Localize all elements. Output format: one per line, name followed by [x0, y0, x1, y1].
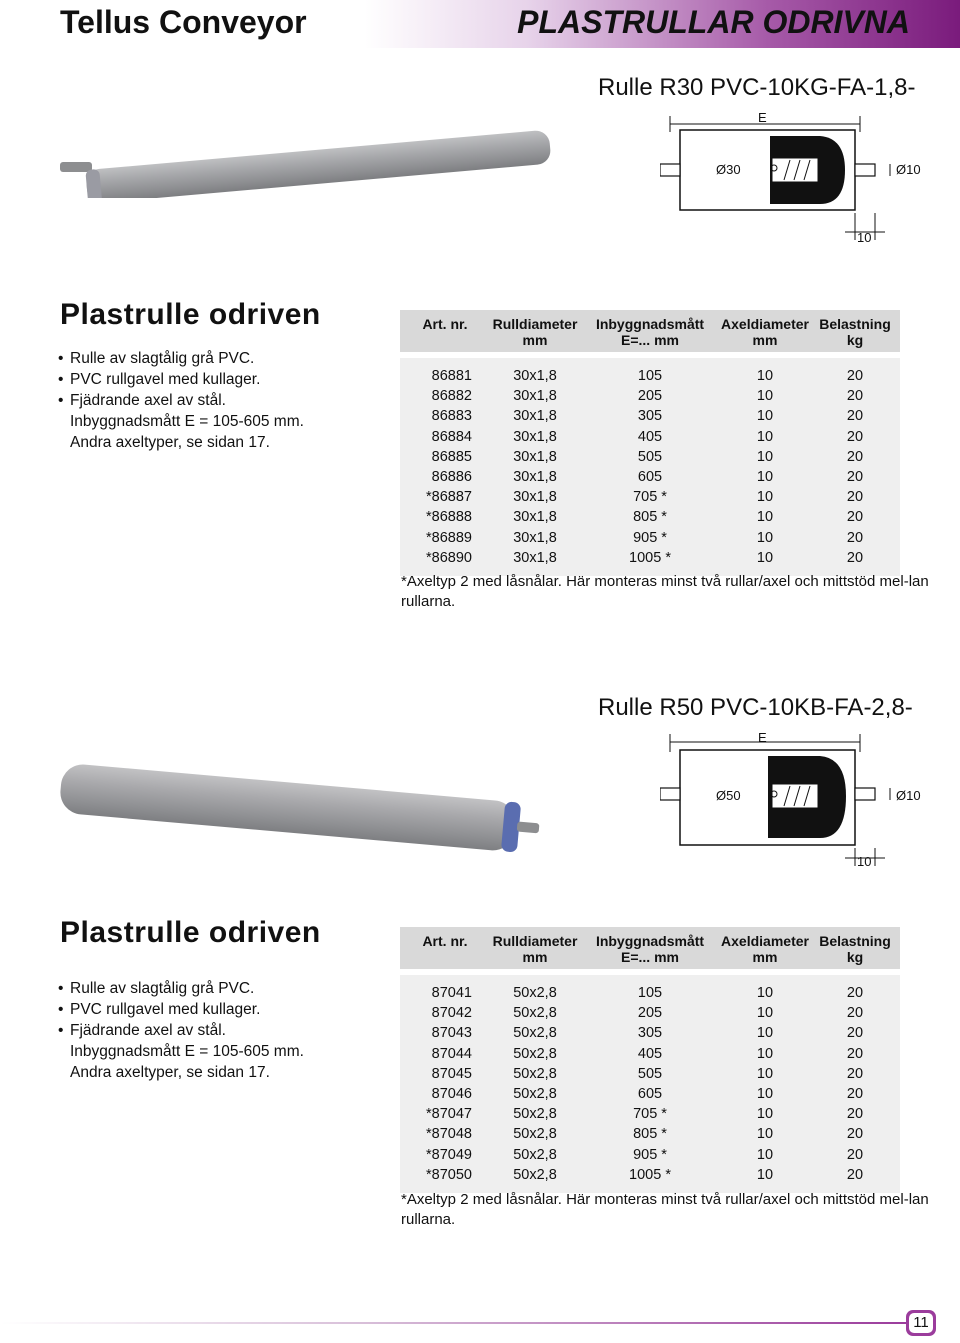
table-cell: 86886: [431, 469, 472, 486]
table-cell: 20: [846, 1005, 864, 1022]
dim-axle-length: 10: [857, 854, 872, 868]
table-row: [400, 528, 900, 548]
product-title-r30: Rulle R30 PVC-10KG-FA-1,8-: [598, 74, 916, 101]
footer-rule: [0, 1322, 906, 1324]
table-cell: 20: [846, 1166, 864, 1183]
dim-roll-diameter: Ø30: [716, 162, 741, 177]
table-cell: 10: [756, 428, 774, 445]
feature-item: Inbyggnadsmått E = 105-605 mm.: [70, 413, 304, 430]
table-cell: 10: [756, 388, 774, 405]
table-cell: 10: [756, 1065, 774, 1082]
table-cell: 10: [756, 1146, 774, 1163]
section-heading: Plastrulle odriven: [60, 916, 321, 949]
table-cell: 20: [846, 985, 864, 1002]
table-cell: 50x2,8: [513, 1025, 557, 1042]
table-cell: 86885: [431, 448, 472, 465]
table-cell: 20: [846, 428, 864, 445]
axle-left: [60, 162, 92, 172]
table-cell: 50x2,8: [513, 1045, 557, 1062]
table-cell: 105: [637, 368, 663, 385]
table-cell: 10: [756, 1106, 774, 1123]
dim-e-label: E: [758, 730, 767, 745]
table-cell: 20: [846, 509, 864, 526]
table-cell: 30x1,8: [513, 428, 557, 445]
table-cell: 20: [846, 1146, 864, 1163]
table-cell: 20: [846, 1086, 864, 1103]
brand-name: Tellus Conveyor: [60, 4, 307, 40]
page-number: 11: [909, 1313, 933, 1333]
col-header-axle: Axeldiameter mm: [720, 310, 810, 352]
table-row: [400, 1165, 900, 1193]
table-cell: 505: [637, 1065, 663, 1082]
table-cell: *86889: [426, 529, 472, 546]
table-row: [400, 358, 900, 386]
table-cell: 50x2,8: [513, 1126, 557, 1143]
table-cell: *86890: [426, 549, 472, 566]
table-cell: 30x1,8: [513, 529, 557, 546]
dim-axle-length: 10: [857, 230, 872, 243]
feature-item: Andra axeltyper, se sidan 17.: [70, 434, 270, 451]
col-header-diameter: Rulldiameter mm: [490, 310, 580, 352]
table-cell: 30x1,8: [513, 448, 557, 465]
table-cell: 87041: [431, 985, 472, 1002]
table-cell: 30x1,8: [513, 509, 557, 526]
table-row: [400, 1104, 900, 1124]
footnote: *Axeltyp 2 med låsnålar. Här monteras minst två rullar/axel och mittstöd mel-lan rullarna.: [401, 1191, 929, 1228]
col-header-art: Art. nr.: [400, 310, 490, 352]
table-cell: 205: [637, 1005, 663, 1022]
table-cell: 30x1,8: [513, 388, 557, 405]
col-header-diameter: Rulldiameter mm: [490, 927, 580, 969]
table-row: [400, 1084, 900, 1104]
table-cell: 205: [637, 388, 663, 405]
table-cell: 50x2,8: [513, 1005, 557, 1022]
table-cell: 10: [756, 408, 774, 425]
table-cell: 905 *: [633, 529, 667, 546]
table-cell: 86882: [431, 388, 472, 405]
table-row: [400, 386, 900, 406]
table-cell: 20: [846, 368, 864, 385]
table-cell: 87044: [431, 1045, 472, 1062]
technical-drawing-r50: [660, 730, 930, 868]
table-cell: 87045: [431, 1065, 472, 1082]
table-cell: 20: [846, 388, 864, 405]
table-cell: 30x1,8: [513, 408, 557, 425]
table-cell: 10: [756, 509, 774, 526]
table-cell: 86884: [431, 428, 472, 445]
section-heading: Plastrulle odriven: [60, 298, 321, 331]
table-cell: 10: [756, 1025, 774, 1042]
table-cell: 605: [637, 469, 663, 486]
table-cell: 10: [756, 368, 774, 385]
feature-item: Inbyggnadsmått E = 105-605 mm.: [70, 1043, 304, 1060]
table-cell: 20: [846, 1025, 864, 1042]
table-cell: 10: [756, 1045, 774, 1062]
category-title: PLASTRULLAR ODRIVNA: [517, 4, 910, 40]
table-cell: 50x2,8: [513, 1166, 557, 1183]
table-cell: 20: [846, 448, 864, 465]
roller-photo-r30: [56, 128, 556, 198]
feature-item: • Rulle av slagtålig grå PVC.: [58, 980, 255, 997]
table-cell: *87050: [426, 1166, 472, 1183]
table-cell: 10: [756, 448, 774, 465]
feature-item: • Fjädrande axel av stål.: [58, 392, 226, 409]
col-header-load: Belastning kg: [810, 927, 900, 969]
spec-table-body: [400, 358, 900, 576]
table-cell: 10: [756, 529, 774, 546]
table-row: [400, 1003, 900, 1023]
table-cell: 20: [846, 408, 864, 425]
table-cell: 50x2,8: [513, 1086, 557, 1103]
table-cell: *86887: [426, 489, 472, 506]
feature-item: • PVC rullgavel med kullager.: [58, 1001, 261, 1018]
table-cell: 10: [756, 1005, 774, 1022]
axle-right: [517, 821, 540, 833]
col-header-axle: Axeldiameter mm: [720, 927, 810, 969]
table-cell: 20: [846, 549, 864, 566]
table-cell: 705 *: [633, 489, 667, 506]
table-cell: 1005 *: [629, 1166, 671, 1183]
col-header-art: Art. nr.: [400, 927, 490, 969]
table-row: [400, 487, 900, 507]
table-cell: 105: [637, 985, 663, 1002]
product-title-r50: Rulle R50 PVC-10KB-FA-2,8-: [598, 694, 913, 721]
roller-tube: [85, 130, 551, 198]
table-cell: *87049: [426, 1146, 472, 1163]
table-cell: 805 *: [633, 1126, 667, 1143]
page-number-badge: [906, 1310, 936, 1336]
table-cell: 805 *: [633, 509, 667, 526]
table-cell: 905 *: [633, 1146, 667, 1163]
feature-item: Andra axeltyper, se sidan 17.: [70, 1064, 270, 1081]
roller-photo-r50: [56, 752, 546, 862]
table-cell: 30x1,8: [513, 368, 557, 385]
table-row: [400, 447, 900, 467]
table-cell: 86881: [431, 368, 472, 385]
table-row: [400, 1145, 900, 1165]
table-row: [400, 975, 900, 1003]
table-row: [400, 427, 900, 447]
col-header-e: Inbyggnadsmått E=... mm: [580, 310, 720, 352]
table-cell: 705 *: [633, 1106, 667, 1123]
feature-list: [58, 348, 388, 453]
table-cell: 20: [846, 489, 864, 506]
table-cell: 605: [637, 1086, 663, 1103]
table-cell: 20: [846, 1045, 864, 1062]
table-cell: 10: [756, 469, 774, 486]
table-row: [400, 507, 900, 527]
table-row: [400, 406, 900, 426]
table-cell: 87046: [431, 1086, 472, 1103]
table-cell: *87047: [426, 1106, 472, 1123]
table-cell: *86888: [426, 509, 472, 526]
table-cell: 10: [756, 1166, 774, 1183]
table-cell: 87042: [431, 1005, 472, 1022]
table-cell: 305: [637, 1025, 663, 1042]
table-cell: 405: [637, 428, 663, 445]
table-cell: 10: [756, 985, 774, 1002]
table-cell: 50x2,8: [513, 1065, 557, 1082]
table-cell: 505: [637, 448, 663, 465]
feature-item: • Fjädrande axel av stål.: [58, 1022, 226, 1039]
spec-table-r50: [400, 927, 900, 1193]
table-cell: 50x2,8: [513, 1106, 557, 1123]
table-cell: 86883: [431, 408, 472, 425]
table-cell: 30x1,8: [513, 489, 557, 506]
table-cell: 10: [756, 1126, 774, 1143]
table-cell: 305: [637, 408, 663, 425]
table-cell: 1005 *: [629, 549, 671, 566]
table-cell: 20: [846, 469, 864, 486]
technical-drawing-r30: [660, 108, 930, 243]
table-row: [400, 1044, 900, 1064]
table-row: [400, 1124, 900, 1144]
col-header-e: Inbyggnadsmått E=... mm: [580, 927, 720, 969]
table-cell: *87048: [426, 1126, 472, 1143]
footnote: *Axeltyp 2 med låsnålar. Här monteras minst två rullar/axel och mittstöd mel-lan rullarna.: [401, 573, 929, 610]
table-row: [400, 467, 900, 487]
table-cell: 10: [756, 489, 774, 506]
table-cell: 20: [846, 529, 864, 546]
table-row: [400, 1064, 900, 1084]
spec-table-r30: [400, 310, 900, 576]
table-cell: 10: [756, 549, 774, 566]
feature-item: • PVC rullgavel med kullager.: [58, 371, 261, 388]
table-row: [400, 1023, 900, 1043]
table-cell: 10: [756, 1086, 774, 1103]
dim-e-label: E: [758, 110, 767, 125]
feature-item: • Rulle av slagtålig grå PVC.: [58, 350, 255, 367]
table-cell: 20: [846, 1106, 864, 1123]
table-cell: 50x2,8: [513, 985, 557, 1002]
roller-tube: [59, 763, 518, 853]
table-cell: 20: [846, 1065, 864, 1082]
dim-axle-diameter: Ø10: [896, 788, 921, 803]
dim-roll-diameter: Ø50: [716, 788, 741, 803]
dim-axle-diameter: Ø10: [896, 162, 921, 177]
col-header-load: Belastning kg: [810, 310, 900, 352]
table-cell: 30x1,8: [513, 549, 557, 566]
table-cell: 20: [846, 1126, 864, 1143]
table-cell: 30x1,8: [513, 469, 557, 486]
spec-table-body: [400, 975, 900, 1193]
table-cell: 50x2,8: [513, 1146, 557, 1163]
table-cell: 87043: [431, 1025, 472, 1042]
table-cell: 405: [637, 1045, 663, 1062]
feature-list: [58, 978, 388, 1083]
